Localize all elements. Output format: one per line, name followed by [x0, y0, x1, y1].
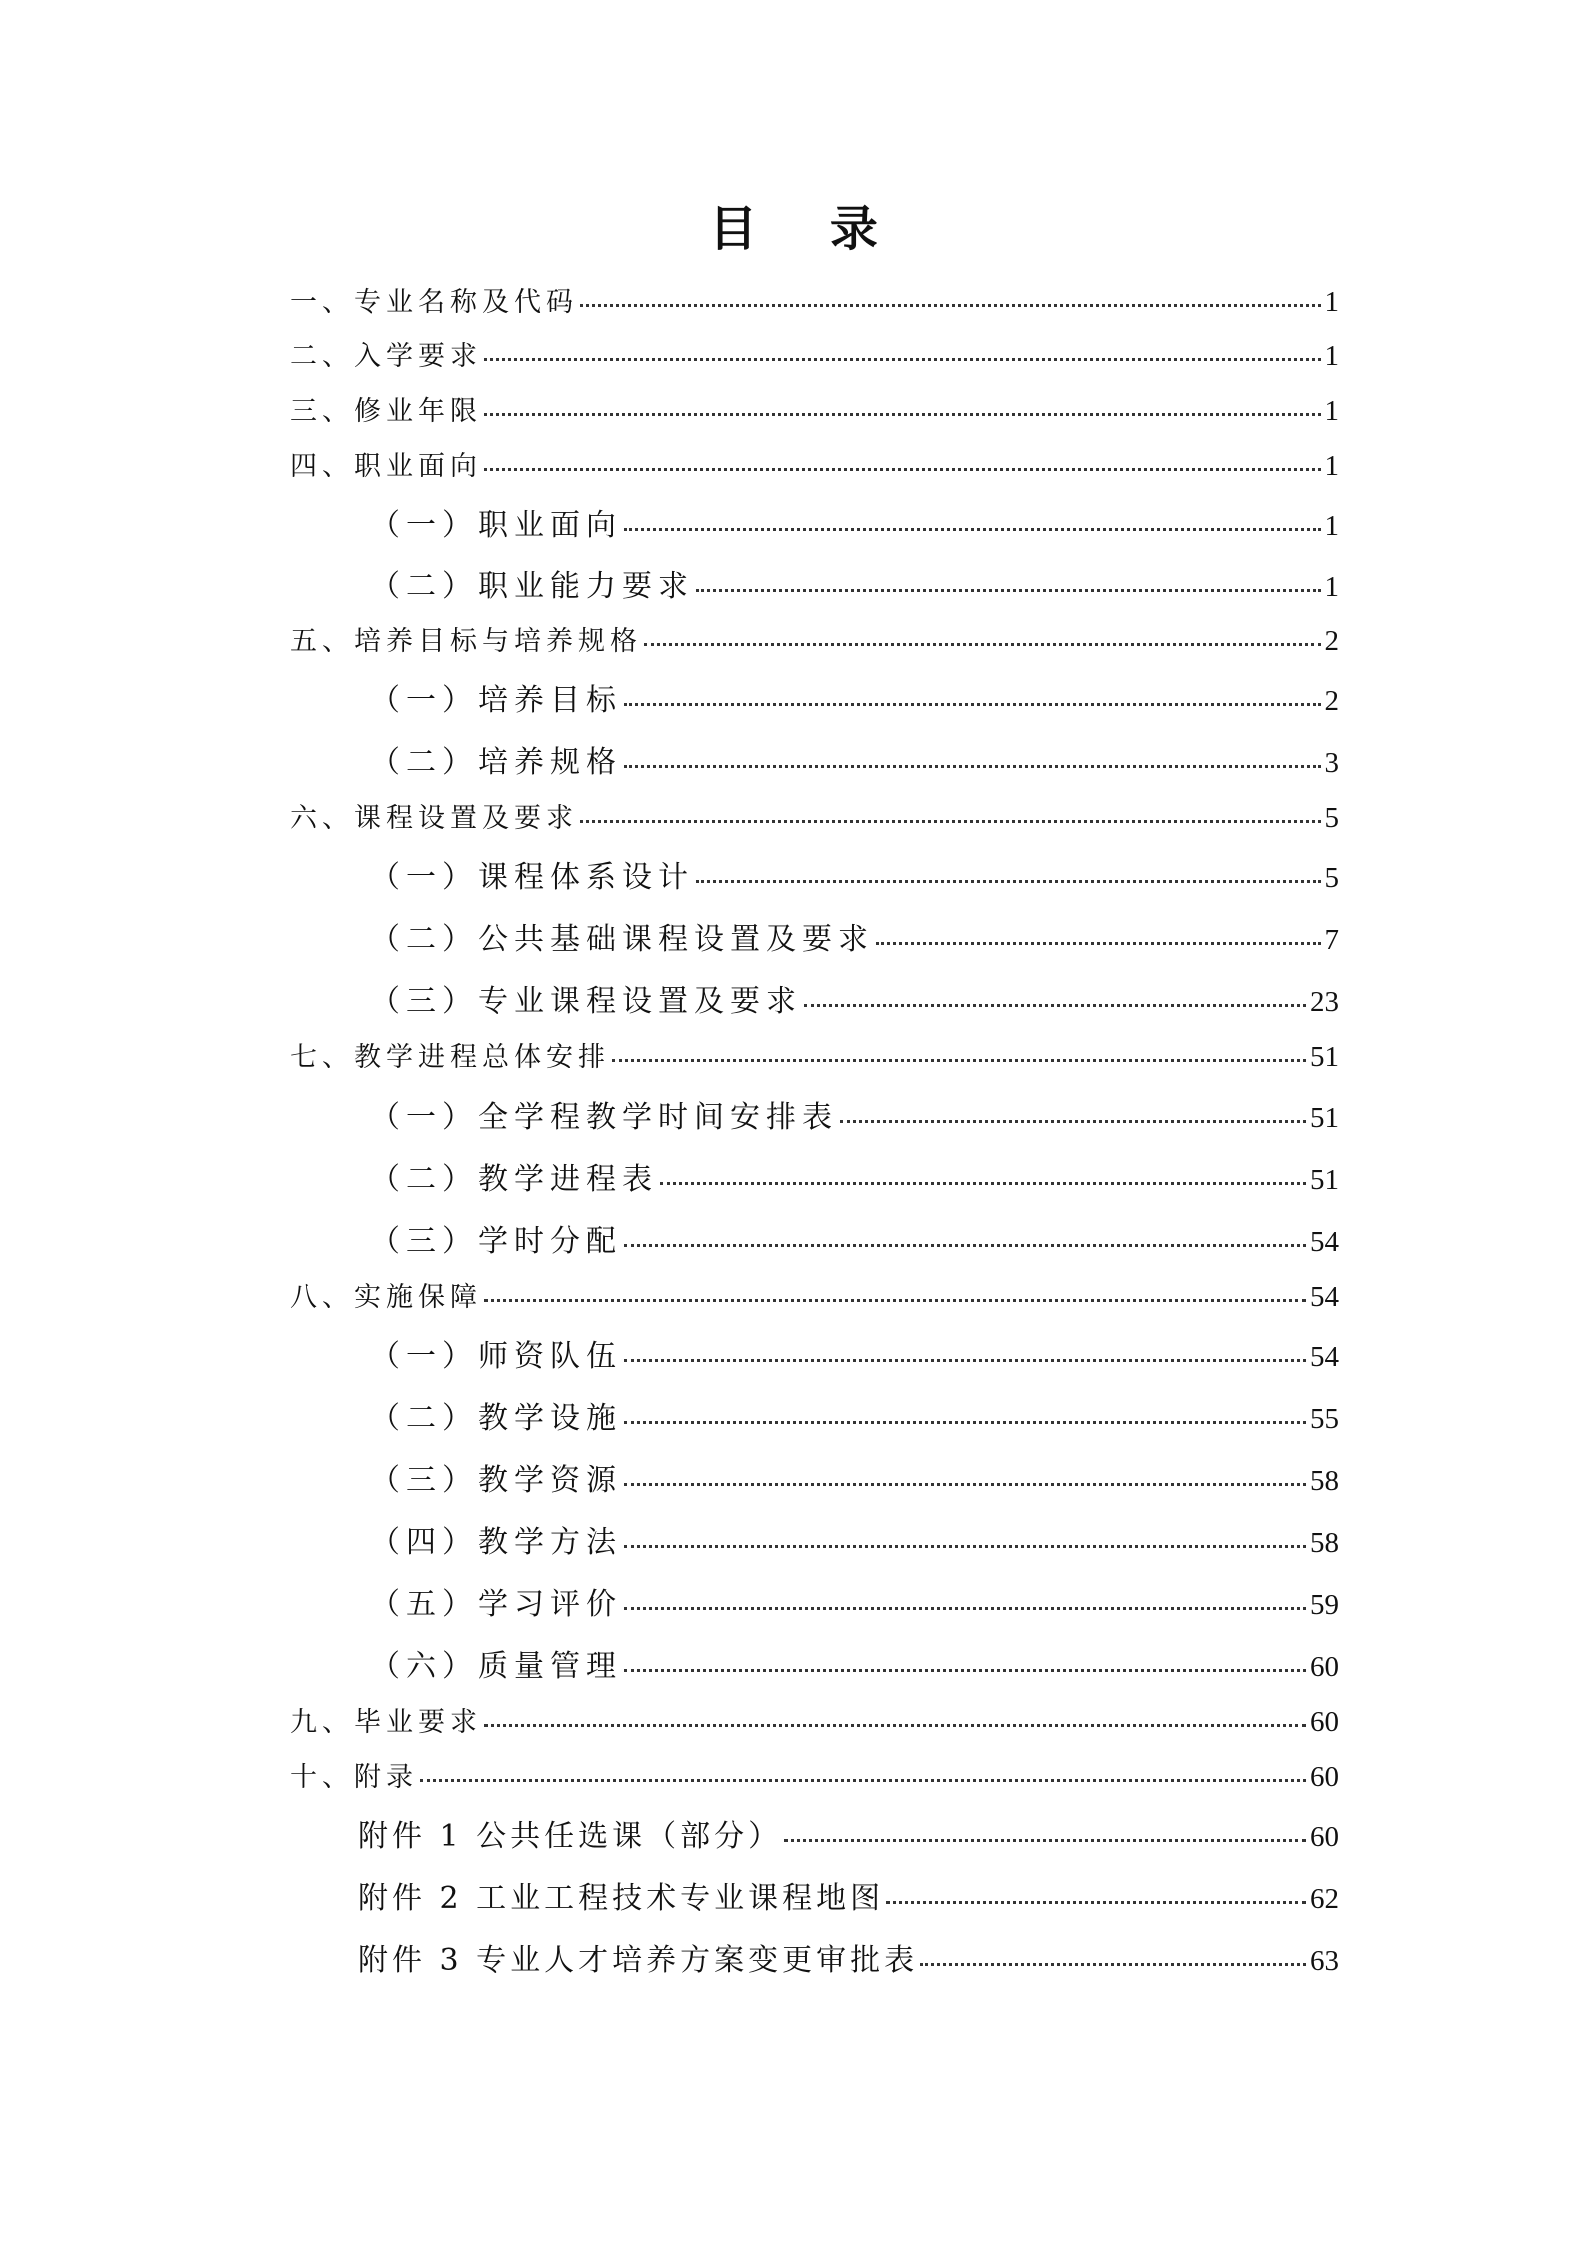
- toc-entry-page-number: 54: [1310, 1341, 1339, 1373]
- toc-entry-label: （一）全学程教学时间安排表: [370, 1100, 838, 1135]
- dot-leader: [784, 1838, 1306, 1842]
- toc-entry-page-number: 51: [1310, 1164, 1339, 1196]
- toc-entry-page-number: 54: [1310, 1281, 1339, 1313]
- toc-entry-label: 五、培养目标与培养规格: [290, 626, 642, 657]
- toc-entry-label: （三）专业课程设置及要求: [370, 984, 802, 1019]
- dot-leader: [804, 1003, 1306, 1007]
- dot-leader: [660, 1181, 1306, 1185]
- toc-entry-label: 一、专业名称及代码: [290, 287, 578, 318]
- toc-entry-page-number: 1: [1324, 340, 1339, 372]
- dot-leader: [644, 642, 1321, 646]
- toc-entry-label: （一）职业面向: [370, 508, 622, 543]
- toc-entry[interactable]: [290, 1700, 1339, 1739]
- toc-entry[interactable]: [290, 796, 1339, 835]
- dot-leader: [624, 1358, 1306, 1362]
- dot-leader: [624, 1668, 1306, 1672]
- toc-entry-page-number: 51: [1310, 1102, 1339, 1134]
- toc-entry[interactable]: [370, 1517, 1339, 1561]
- toc-entry-page-number: 55: [1310, 1403, 1339, 1435]
- dot-leader: [886, 1900, 1306, 1904]
- toc-entry-label: （五）学习评价: [370, 1587, 622, 1622]
- toc-entry-label: （二）职业能力要求: [370, 569, 694, 604]
- toc-entry[interactable]: [370, 675, 1339, 719]
- toc-entry-page-number: 5: [1324, 862, 1339, 894]
- toc-entry-page-number: 51: [1310, 1041, 1339, 1073]
- dot-leader: [484, 1298, 1306, 1302]
- toc-entry-page-number: 60: [1310, 1821, 1339, 1853]
- toc-entry-label: （二）教学进程表: [370, 1162, 658, 1197]
- toc-entry-page-number: 58: [1310, 1465, 1339, 1497]
- toc-entry-page-number: 1: [1324, 395, 1339, 427]
- toc-entry-label: （三）学时分配: [370, 1224, 622, 1259]
- toc-entry-page-number: 5: [1324, 802, 1339, 834]
- toc-entry-label: （三）教学资源: [370, 1463, 622, 1498]
- dot-leader: [612, 1058, 1306, 1062]
- dot-leader: [624, 1606, 1306, 1610]
- toc-entry-page-number: 2: [1324, 625, 1339, 657]
- toc-entry-label: 八、实施保障: [290, 1282, 482, 1313]
- toc-entry[interactable]: [370, 561, 1339, 605]
- toc-entry[interactable]: [290, 1275, 1339, 1314]
- toc-entry-label: （二）公共基础课程设置及要求: [370, 922, 874, 957]
- toc-entry[interactable]: [290, 1755, 1339, 1794]
- toc-entry-label: （一）师资队伍: [370, 1339, 622, 1374]
- toc-entry-label: （四）教学方法: [370, 1525, 622, 1560]
- toc-entry-page-number: 58: [1310, 1527, 1339, 1559]
- toc-entry[interactable]: [370, 1154, 1339, 1198]
- dot-leader: [696, 879, 1321, 883]
- dot-leader: [624, 764, 1321, 768]
- toc-title: 目 录: [709, 201, 906, 257]
- toc-entry[interactable]: [370, 1579, 1339, 1623]
- toc-entry-label: 附件 2 工业工程技术专业课程地图: [358, 1881, 885, 1916]
- toc-entry-label: 二、入学要求: [290, 341, 482, 372]
- toc-entry-page-number: 54: [1310, 1226, 1339, 1258]
- toc-entry-page-number: 62: [1310, 1883, 1339, 1915]
- toc-entry[interactable]: [290, 389, 1339, 428]
- toc-entry[interactable]: [370, 1455, 1339, 1499]
- toc-entry[interactable]: [370, 852, 1339, 896]
- dot-leader: [920, 1962, 1306, 1966]
- toc-entry[interactable]: [290, 280, 1339, 319]
- toc-entry[interactable]: [290, 444, 1339, 483]
- toc-entry[interactable]: [290, 619, 1339, 658]
- toc-entry-page-number: 1: [1324, 571, 1339, 603]
- toc-entry[interactable]: [290, 334, 1339, 373]
- toc-entry[interactable]: [358, 1811, 1339, 1855]
- toc-entry-page-number: 23: [1310, 986, 1339, 1018]
- toc-entry-page-number: 63: [1310, 1945, 1339, 1977]
- dot-leader: [624, 1544, 1306, 1548]
- dot-leader: [484, 1723, 1306, 1727]
- dot-leader: [580, 819, 1321, 823]
- toc-entry[interactable]: [370, 737, 1339, 781]
- toc-entry[interactable]: [370, 914, 1339, 958]
- toc-entry-page-number: 1: [1324, 510, 1339, 542]
- dot-leader: [696, 588, 1321, 592]
- toc-entry-label: 四、职业面向: [290, 451, 482, 482]
- toc-entry[interactable]: [370, 500, 1339, 544]
- toc-entry[interactable]: [358, 1873, 1339, 1917]
- dot-leader: [624, 702, 1321, 706]
- toc-entry[interactable]: [370, 1641, 1339, 1685]
- toc-entry-page-number: 1: [1324, 450, 1339, 482]
- toc-entry[interactable]: [370, 1216, 1339, 1260]
- toc-entry-page-number: 7: [1324, 924, 1339, 956]
- dot-leader: [484, 357, 1321, 361]
- toc-entry-label: （六）质量管理: [370, 1649, 622, 1684]
- dot-leader: [840, 1119, 1306, 1123]
- toc-entry-label: （一）培养目标: [370, 683, 622, 718]
- toc-entry-label: 附件 1 公共任选课（部分）: [358, 1819, 783, 1854]
- toc-entry[interactable]: [370, 1393, 1339, 1437]
- toc-entry-label: （一）课程体系设计: [370, 860, 694, 895]
- toc-entry-label: 九、毕业要求: [290, 1707, 482, 1738]
- dot-leader: [624, 1243, 1306, 1247]
- toc-entry-label: 附件 3 专业人才培养方案变更审批表: [358, 1943, 919, 1978]
- toc-entry-page-number: 1: [1324, 286, 1339, 318]
- dot-leader: [484, 412, 1321, 416]
- toc-entry-page-number: 60: [1310, 1706, 1339, 1738]
- toc-entry[interactable]: [370, 1331, 1339, 1375]
- toc-entry-page-number: 2: [1324, 685, 1339, 717]
- toc-entry-label: （二）培养规格: [370, 745, 622, 780]
- dot-leader: [624, 1420, 1306, 1424]
- toc-entry-page-number: 59: [1310, 1589, 1339, 1621]
- dot-leader: [876, 941, 1321, 945]
- toc-entry-page-number: 60: [1310, 1761, 1339, 1793]
- dot-leader: [420, 1778, 1306, 1782]
- toc-entry-label: 七、教学进程总体安排: [290, 1042, 610, 1073]
- toc-entry[interactable]: [370, 976, 1339, 1020]
- toc-entry-page-number: 60: [1310, 1651, 1339, 1683]
- toc-entry-page-number: 3: [1324, 747, 1339, 779]
- toc-entry[interactable]: [358, 1935, 1339, 1979]
- dot-leader: [580, 303, 1321, 307]
- dot-leader: [624, 1482, 1306, 1486]
- dot-leader: [624, 527, 1321, 531]
- toc-entry[interactable]: [370, 1092, 1339, 1136]
- dot-leader: [484, 467, 1321, 471]
- toc-entry-label: 三、修业年限: [290, 396, 482, 427]
- toc-entry-label: 十、附录: [290, 1762, 418, 1793]
- toc-entry-label: 六、课程设置及要求: [290, 803, 578, 834]
- toc-entry-label: （二）教学设施: [370, 1401, 622, 1436]
- toc-entry[interactable]: [290, 1035, 1339, 1074]
